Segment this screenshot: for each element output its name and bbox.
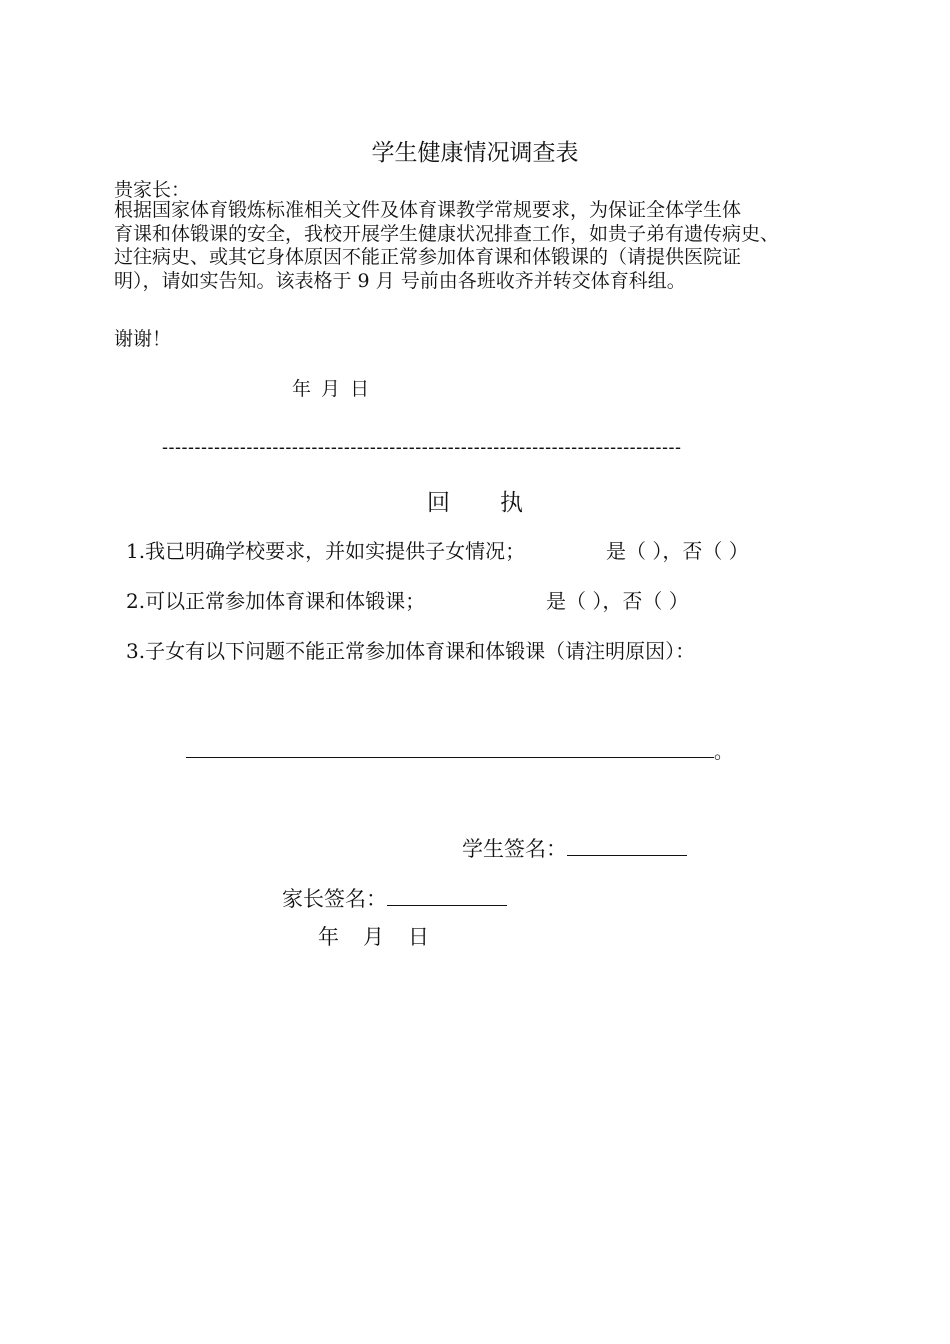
- notice-date: 年 月 日: [292, 378, 370, 400]
- parent-signature-blank[interactable]: [387, 887, 507, 906]
- paragraph-line: 明），请如实告知。该表格于 9 月 号前由各班收齐并转交体育科组。: [114, 269, 686, 292]
- notice-paragraph: [114, 199, 866, 293]
- student-signature-blank[interactable]: [567, 837, 687, 856]
- question-2: 2.可以正常参加体育课和体锻课；: [126, 589, 426, 613]
- greeting: 贵家长：: [114, 179, 191, 201]
- question-3: 3.子女有以下问题不能正常参加体育课和体锻课（请注明原因）：: [126, 639, 696, 663]
- student-signature: [462, 833, 687, 863]
- receipt-heading: [0, 484, 950, 517]
- parent-signature-label: 家长签名：: [282, 887, 387, 911]
- cut-line-separator: --------------------------------------------------------------------------------: [162, 437, 682, 457]
- date-month: 月: [363, 925, 384, 949]
- thanks-text: 谢谢！: [114, 328, 172, 350]
- paragraph-line: 根据国家体育锻炼标准相关文件及体育课教学常规要求，为保证全体学生体: [114, 199, 742, 221]
- paragraph-line: 育课和体锻课的安全，我校开展学生健康状况排查工作，如贵子弟有遗传病史、: [114, 222, 780, 245]
- student-signature-label: 学生签名：: [462, 837, 567, 861]
- page-title: 学生健康情况调查表: [371, 140, 579, 166]
- question-2-options[interactable]: 是（ ），否（ ）: [546, 589, 689, 613]
- signature-date: [318, 921, 453, 951]
- reason-blank[interactable]: [186, 741, 714, 758]
- question-1-options[interactable]: 是（ ），否（ ）: [606, 539, 749, 563]
- question-1: 1.我已明确学校要求，并如实提供子女情况；: [126, 539, 526, 563]
- reason-answer-line[interactable]: [186, 737, 733, 764]
- paragraph-line: 过往病史、或其它身体原因不能正常参加体育课和体锻课的（请提供医院证: [114, 246, 742, 268]
- receipt-char-1: 回: [427, 490, 450, 516]
- reason-end-mark: 。: [714, 741, 734, 763]
- parent-signature: [282, 883, 507, 913]
- receipt-char-2: 执: [500, 490, 523, 516]
- date-day: 日: [408, 925, 429, 949]
- date-year: 年: [318, 925, 339, 949]
